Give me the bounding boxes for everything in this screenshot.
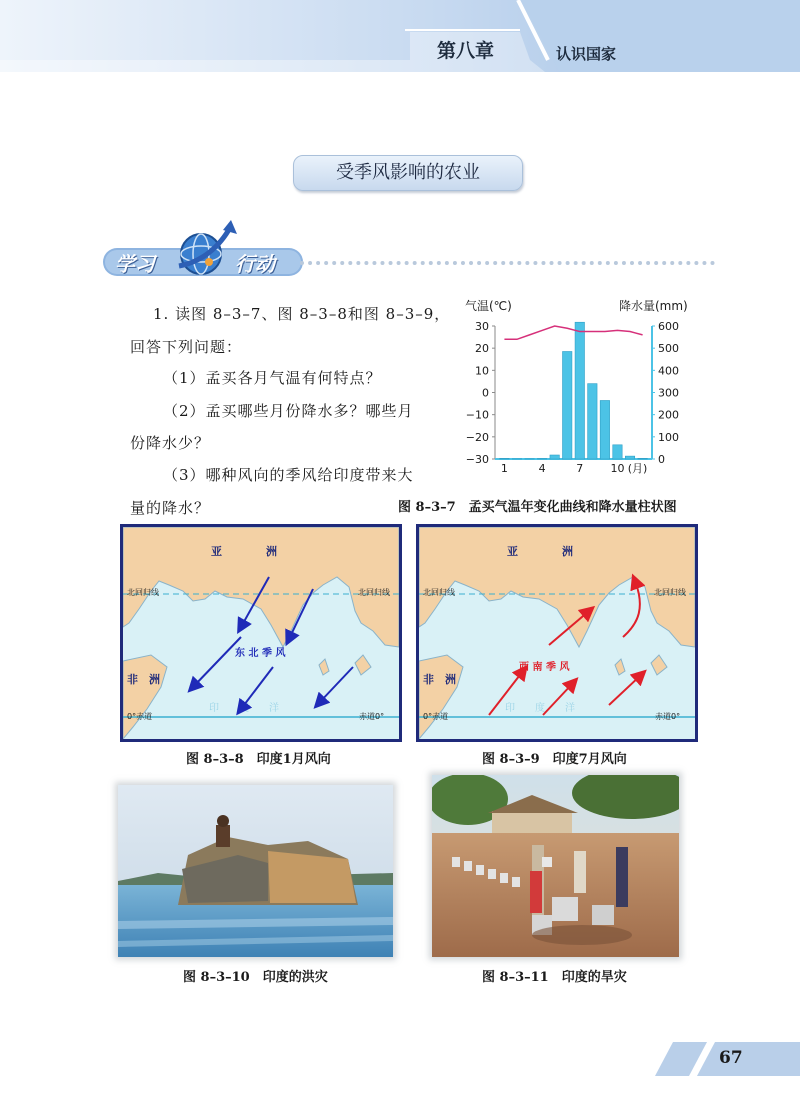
x-tick-label: 1 — [500, 462, 508, 475]
header-band — [0, 0, 800, 72]
flood-photo-image — [118, 785, 393, 957]
wind-arrow — [241, 667, 273, 709]
caption-fig-8-3-7: 图 8–3–7 孟买气温年变化曲线和降水量柱状图 — [398, 500, 677, 515]
wind-arrow — [549, 611, 589, 645]
precipitation-bar — [638, 458, 647, 459]
y-right-tick-label: 100 — [658, 430, 679, 444]
precipitation-bar — [550, 455, 559, 459]
y-right-label: 降水量(mm) — [619, 299, 688, 313]
question-1a: （1）孟买各月气温有何特点？ — [163, 369, 382, 387]
precipitation-bar — [613, 445, 622, 459]
y-left-tick-label: 30 — [475, 320, 489, 333]
precipitation-bar — [600, 400, 609, 459]
map1-africa-label: 非 洲 — [127, 673, 160, 686]
globe-arrow-icon — [171, 218, 241, 280]
y-left-tick-label: 0 — [482, 386, 489, 400]
map2-asia-label: 亚 洲 — [507, 545, 573, 558]
y-left-tick-label: −20 — [465, 430, 489, 444]
x-tick-label: 10 — [610, 462, 625, 475]
y-right-tick-label: 300 — [658, 386, 679, 400]
question-1c-line1: （3）哪种风向的季风给印度带来大 — [163, 466, 414, 484]
map1-wind-label: 东 北 季 风 — [235, 648, 286, 659]
question-1c-line2: 量的降水？ — [130, 499, 211, 517]
question-1b-line1: （2）孟买哪些月份降水多？哪些月 — [163, 402, 414, 420]
map1-equator-left: 0°赤道 — [127, 712, 153, 721]
caption-fig-8-3-8: 图 8–3–8 印度1月风向 — [186, 752, 331, 767]
y-left-tick-label: −30 — [465, 453, 489, 466]
question-1b-line2: 份降水少？ — [130, 434, 211, 452]
drought-photo — [432, 775, 679, 957]
x-axis-unit: (月) — [627, 462, 648, 475]
study-action-banner — [103, 242, 303, 280]
wind-arrow — [241, 577, 269, 627]
climate-chart — [455, 296, 695, 480]
banner-right-text: 行动 — [235, 252, 275, 276]
question-1-line1: 1. 读图 8–3–7、图 8–3–8和图 8–3–9， — [153, 305, 451, 323]
section-title: 受季风影响的农业 — [293, 155, 523, 191]
y-left-tick-label: 20 — [475, 342, 489, 356]
y-left-label: 气温(℃) — [465, 299, 512, 313]
wind-arrow — [623, 581, 640, 637]
x-tick-label: 7 — [576, 462, 584, 475]
question-1-line2: 回答下列问题： — [130, 338, 243, 356]
wind-arrow — [319, 667, 353, 703]
wind-arrow — [543, 683, 573, 715]
wind-arrow — [193, 637, 241, 687]
banner-left-text: 学习 — [115, 252, 155, 276]
precipitation-bar — [563, 351, 572, 459]
y-right-tick-label: 200 — [658, 408, 679, 422]
y-left-tick-label: −10 — [465, 408, 489, 422]
map2-tropic-right: 北回归线 — [654, 588, 686, 597]
map2-equator-right: 赤道0° — [655, 712, 681, 721]
map2-ocean-label: 印 度 洋 — [505, 703, 575, 714]
y-right-tick-label: 0 — [658, 453, 665, 466]
y-right-tick-label: 400 — [658, 364, 679, 378]
wind-arrow — [289, 589, 313, 639]
caption-fig-8-3-11: 图 8–3–11 印度的旱灾 — [482, 970, 627, 985]
page-number-tab — [655, 1042, 800, 1076]
x-tick-label: 4 — [538, 462, 546, 475]
map-july-wind — [416, 524, 698, 742]
map1-tropic-left: 北回归线 — [127, 588, 159, 597]
page-number: 67 — [719, 1048, 743, 1068]
wind-arrow — [489, 671, 523, 715]
map2-wind-label: 西 南 季 风 — [519, 662, 570, 673]
map1-ocean-label: 印 度 洋 — [209, 703, 279, 714]
precipitation-bar — [575, 322, 584, 459]
chapter-number: 第八章 — [437, 40, 495, 62]
y-left-tick-label: 10 — [475, 364, 489, 378]
chapter-title: 认识国家 — [556, 45, 617, 63]
map1-asia-label: 亚 洲 — [211, 545, 277, 558]
precipitation-bar — [500, 458, 509, 459]
map2-tropic-left: 北回归线 — [423, 588, 455, 597]
banner-dotted-line — [300, 261, 715, 265]
caption-fig-8-3-10: 图 8–3–10 印度的洪灾 — [183, 970, 328, 985]
map2-wind-arrows — [419, 527, 695, 739]
caption-fig-8-3-9: 图 8–3–9 印度7月风向 — [482, 752, 627, 767]
map1-wind-arrows — [123, 527, 399, 739]
map2-africa-label: 非 洲 — [423, 673, 456, 686]
precipitation-bar — [625, 456, 634, 459]
map2-equator-left: 0°赤道 — [423, 712, 449, 721]
flood-photo — [118, 785, 393, 957]
y-right-tick-label: 500 — [658, 342, 679, 356]
page-header — [0, 0, 800, 72]
map-january-wind — [120, 524, 402, 742]
temperature-line — [504, 326, 642, 339]
map1-equator-right: 赤道0° — [359, 712, 385, 721]
drought-photo-image — [432, 775, 679, 957]
wind-arrow — [609, 675, 641, 705]
precipitation-bar — [588, 384, 597, 459]
y-right-tick-label: 600 — [658, 320, 679, 333]
map1-tropic-right: 北回归线 — [358, 588, 390, 597]
